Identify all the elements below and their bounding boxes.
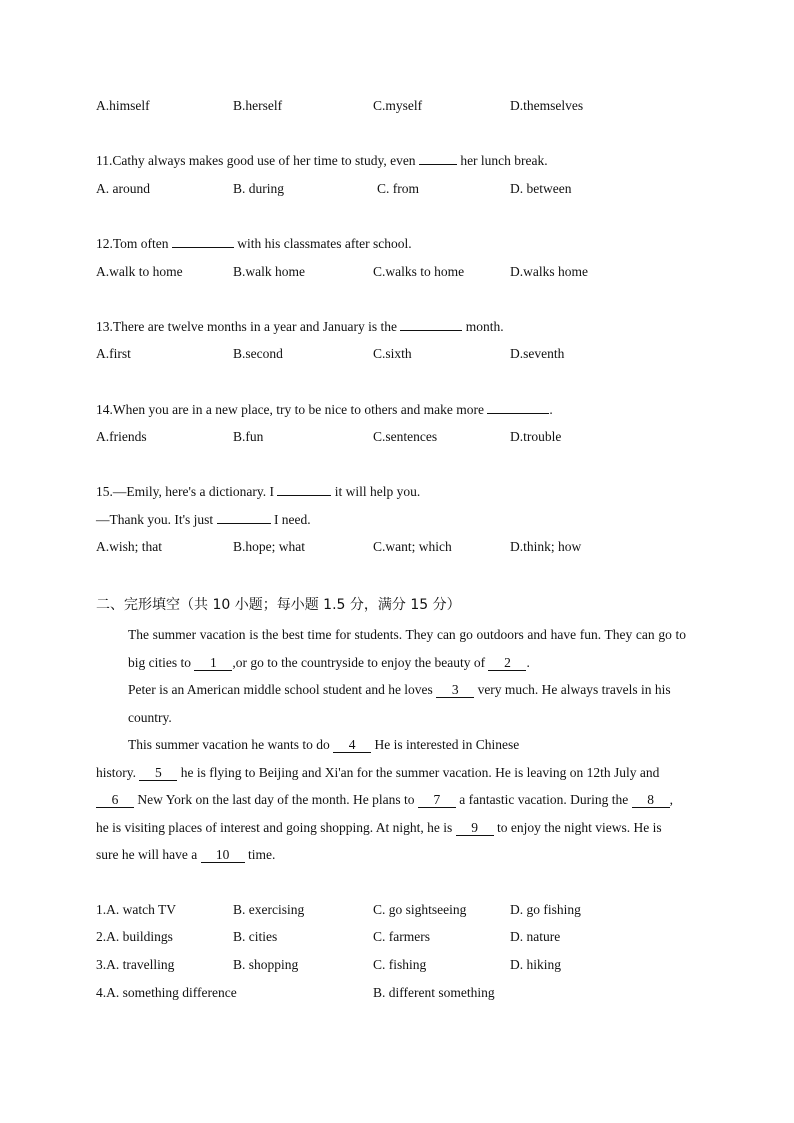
cloze-q3-option-d[interactable]: D. hiking <box>510 957 562 972</box>
q15-blank-2[interactable] <box>217 523 271 524</box>
q11-option-a[interactable]: A. around <box>96 181 150 196</box>
q10-option-a[interactable]: A.himself <box>96 98 150 113</box>
passage-paragraph-1 <box>96 621 686 676</box>
passage-text: time. <box>247 847 276 862</box>
cloze-q2-option-c[interactable]: C. farmers <box>373 929 430 944</box>
q13-option-b[interactable]: B.second <box>233 346 283 361</box>
cloze-blank-8[interactable]: 8 <box>632 793 670 808</box>
passage-text: history. <box>96 764 136 780</box>
q15-option-c[interactable]: C.want; which <box>373 539 452 554</box>
q12-option-c[interactable]: C.walks to home <box>373 264 465 279</box>
cloze-q1-option-c[interactable]: C. go sightseeing <box>373 902 467 917</box>
cloze-q2-option-a[interactable]: 2.A. buildings <box>96 929 173 944</box>
q14-option-b[interactable]: B.fun <box>233 429 264 444</box>
question-11 <box>96 153 548 169</box>
passage-text: . <box>526 654 530 670</box>
q14-option-d[interactable]: D.trouble <box>510 429 562 444</box>
passage-text: This summer vacation he wants to do <box>128 737 330 752</box>
cloze-blank-4[interactable]: 4 <box>333 738 371 753</box>
passage-text: he is flying to Beijing and Xi'an for the summer vacation. He is leaving on 12th July and <box>180 764 660 780</box>
q10-option-d[interactable]: D.themselves <box>510 98 584 113</box>
q13-option-d[interactable]: D.seventh <box>510 346 565 361</box>
passage-paragraph-3-cont <box>96 759 686 869</box>
passage-text: He is interested in Chinese <box>374 737 520 752</box>
q11-option-c[interactable]: C. from <box>377 181 419 196</box>
q15-stem-start: 15.—Emily, here's a dictionary. I <box>96 484 275 499</box>
passage-text: very much. He always travels in his country. <box>128 682 671 725</box>
q15-reply-end: I need. <box>273 512 311 527</box>
q13-blank[interactable] <box>400 330 462 331</box>
cloze-q3-option-c[interactable]: C. fishing <box>373 957 427 972</box>
q15-stem-end: it will help you. <box>334 484 421 499</box>
cloze-passage <box>96 621 686 869</box>
cloze-q1-option-d[interactable]: D. go fishing <box>510 902 581 917</box>
question-15-line-2 <box>96 512 311 528</box>
passage-text: New York on the last day of the month. He plans to <box>137 792 415 807</box>
q12-option-d[interactable]: D.walks home <box>510 264 588 279</box>
passage-text: , he is visiting places of interest and going shopping. At night, he is <box>96 792 674 835</box>
passage-paragraph-2 <box>96 676 686 731</box>
passage-text: The summer vacation is the best time for students. They can go outdoors and have fun. They can go to big cities to <box>128 627 686 670</box>
cloze-blank-2[interactable]: 2 <box>488 656 526 671</box>
cloze-q4-option-b[interactable]: B. different something <box>373 985 495 1000</box>
cloze-q1-option-a[interactable]: 1.A. watch TV <box>96 902 176 917</box>
q13-stem-start: 13.There are twelve months in a year and January is the <box>96 319 398 334</box>
q13-option-c[interactable]: C.sixth <box>373 346 412 361</box>
passage-paragraph-3 <box>96 731 686 759</box>
q11-blank[interactable] <box>419 164 457 165</box>
cloze-q2-option-b[interactable]: B. cities <box>233 929 278 944</box>
q12-option-b[interactable]: B.walk home <box>233 264 305 279</box>
question-12 <box>96 236 412 252</box>
question-14 <box>96 402 553 418</box>
passage-text: ,or go to the countryside to enjoy the beauty of <box>232 654 486 670</box>
cloze-blank-6[interactable]: 6 <box>96 793 134 808</box>
q14-option-a[interactable]: A.friends <box>96 429 147 444</box>
q12-stem-end: with his classmates after school. <box>237 236 412 251</box>
q15-option-b[interactable]: B.hope; what <box>233 539 305 554</box>
q11-stem-end: her lunch break. <box>460 153 548 168</box>
q15-blank-1[interactable] <box>277 495 331 496</box>
cloze-q3-option-b[interactable]: B. shopping <box>233 957 299 972</box>
q15-option-d[interactable]: D.think; how <box>510 539 582 554</box>
q13-stem-end: month. <box>465 319 504 334</box>
question-13 <box>96 319 504 335</box>
q10-option-b[interactable]: B.herself <box>233 98 283 113</box>
q14-option-c[interactable]: C.sentences <box>373 429 438 444</box>
q11-option-b[interactable]: B. during <box>233 181 285 196</box>
cloze-blank-3[interactable]: 3 <box>436 683 474 698</box>
cloze-blank-10[interactable]: 10 <box>201 848 245 863</box>
q15-option-a[interactable]: A.wish; that <box>96 539 162 554</box>
cloze-q1-option-b[interactable]: B. exercising <box>233 902 305 917</box>
section-2-title: 二、完形填空（共 10 小题；每小题 1.5 分，满分 15 分） <box>96 597 461 613</box>
cloze-blank-1[interactable]: 1 <box>194 656 232 671</box>
passage-text: to enjoy the night views. He is sure he will have a <box>96 819 662 862</box>
q12-option-a[interactable]: A.walk to home <box>96 264 183 279</box>
cloze-q4-option-a[interactable]: 4.A. something difference <box>96 985 237 1000</box>
question-15-line-1 <box>96 484 420 500</box>
q14-blank[interactable] <box>487 413 549 414</box>
cloze-blank-5[interactable]: 5 <box>139 766 177 781</box>
passage-text: Peter is an American middle school student and he loves <box>128 682 433 697</box>
q14-stem-end: . <box>549 402 553 417</box>
passage-text: a fantastic vacation. During the <box>459 792 629 807</box>
cloze-blank-9[interactable]: 9 <box>456 821 494 836</box>
cloze-q2-option-d[interactable]: D. nature <box>510 929 561 944</box>
q14-stem-start: 14.When you are in a new place, try to be nice to others and make more <box>96 402 484 417</box>
q11-option-d[interactable]: D. between <box>510 181 572 196</box>
q13-option-a[interactable]: A.first <box>96 346 131 361</box>
cloze-blank-7[interactable]: 7 <box>418 793 456 808</box>
q11-stem-start: 11.Cathy always makes good use of her time to study, even <box>96 153 416 168</box>
q12-stem-start: 12.Tom often <box>96 236 169 251</box>
q12-blank[interactable] <box>172 247 234 248</box>
cloze-q3-option-a[interactable]: 3.A. travelling <box>96 957 175 972</box>
q10-option-c[interactable]: C.myself <box>373 98 423 113</box>
q15-reply-start: —Thank you. It's just <box>96 512 214 527</box>
